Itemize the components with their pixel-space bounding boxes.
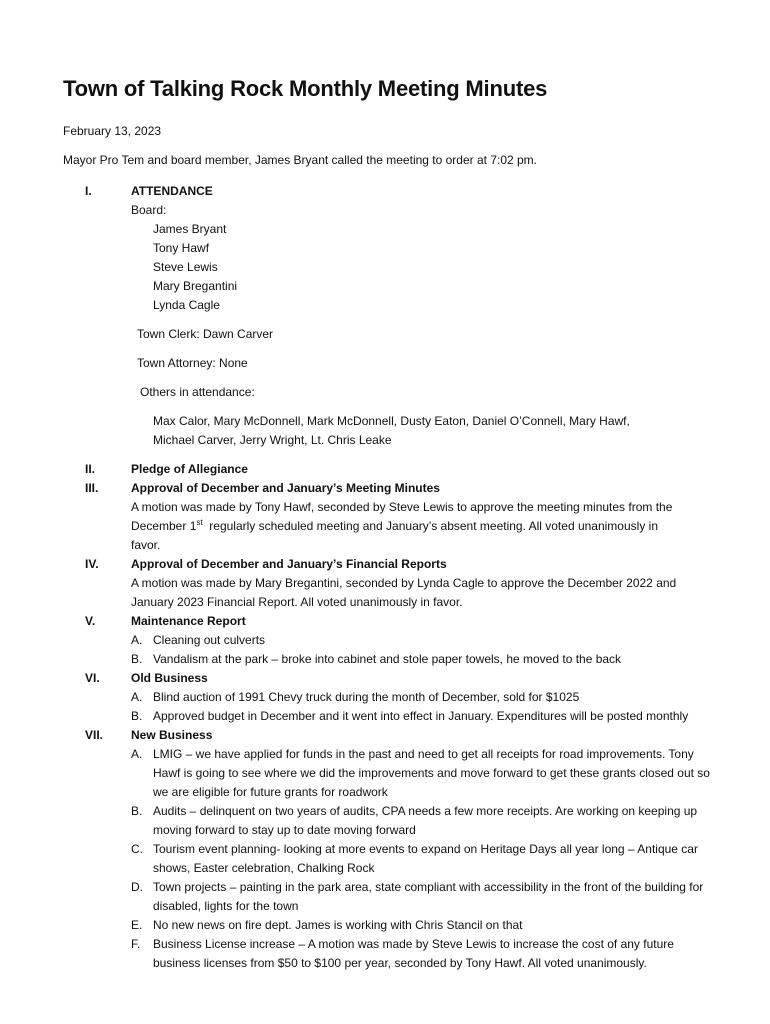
list-item <box>131 935 713 973</box>
board-member: Tony Hawf <box>153 241 210 255</box>
item-text: Vandalism at the park – broke into cabinet and stole paper towels, he moved to the back <box>153 652 622 666</box>
section-number: III. <box>85 481 99 495</box>
section-pledge <box>63 460 713 479</box>
item-letter: B. <box>131 652 143 666</box>
section-meeting-minutes <box>63 479 713 555</box>
board-member: Lynda Cagle <box>153 298 220 312</box>
item-letter: A. <box>131 690 143 704</box>
item-letter: B. <box>131 804 143 818</box>
minutes-motion-line <box>131 517 713 536</box>
list-item <box>131 916 713 935</box>
section-number: II. <box>85 462 96 476</box>
financial-motion-text: A motion was made by Mary Bregantini, seconded by Lynda Cagle to approve the December 2022 and January 2023 Financial Report. All voted unanimously in favor. <box>131 576 677 609</box>
others-list-line: Max Calor, Mary McDonnell, Mark McDonnell, Dusty Eaton, Daniel O’Connell, Mary Hawf, <box>153 414 630 428</box>
section-new-business <box>63 726 713 973</box>
item-text: No new news on fire dept. James is working with Chris Stancil on that <box>153 918 523 932</box>
list-item <box>131 688 713 707</box>
item-letter: E. <box>131 918 143 932</box>
section-number: V. <box>85 614 96 628</box>
list-item <box>131 745 713 802</box>
list-item <box>131 840 713 878</box>
minutes-motion-line: A motion was made by Tony Hawf, seconded by Steve Lewis to approve the meeting minutes from the <box>131 500 673 514</box>
list-item <box>131 650 713 669</box>
section-heading: New Business <box>131 728 213 742</box>
town-clerk: Town Clerk: Dawn Carver <box>137 327 274 341</box>
minutes-date-text: December 1 <box>131 519 197 533</box>
section-heading: Approval of December and January’s Financial Reports <box>131 557 447 571</box>
item-text: Audits – delinquent on two years of audits, CPA needs a few more receipts. Are working on keeping up moving forward to stay up to date moving forward <box>153 804 698 837</box>
board-member: Steve Lewis <box>153 260 218 274</box>
list-item <box>131 631 713 650</box>
section-heading: ATTENDANCE <box>131 184 213 198</box>
section-heading: Approval of December and January’s Meeting Minutes <box>131 481 440 495</box>
item-text: Tourism event planning- looking at more events to expand on Heritage Days all year long – Antique car shows, Easter celebration, Chalking Rock <box>153 842 698 875</box>
section-number: VII. <box>85 728 104 742</box>
item-letter: A. <box>131 747 143 761</box>
section-heading: Pledge of Allegiance <box>131 462 248 476</box>
section-attendance <box>63 182 713 450</box>
town-attorney: Town Attorney: None <box>137 356 248 370</box>
item-text: Business License increase – A motion was made by Steve Lewis to increase the cost of any future business licenses from $50 to $100 per year, seconded by Tony Hawf. All voted unanimously. <box>153 937 674 970</box>
intro-paragraph: Mayor Pro Tem and board member, James Bryant called the meeting to order at 7:02 pm. <box>63 153 538 167</box>
section-old-business <box>63 669 713 726</box>
section-number: I. <box>85 184 92 198</box>
new-business-list <box>131 745 713 973</box>
item-text: Cleaning out culverts <box>153 633 266 647</box>
maintenance-list <box>131 631 713 669</box>
others-label: Others in attendance: <box>140 385 255 399</box>
document-title: Town of Talking Rock Monthly Meeting Minutes <box>63 76 548 101</box>
item-text: Blind auction of 1991 Chevy truck during the month of December, sold for $1025 <box>153 690 580 704</box>
item-letter: D. <box>131 880 143 894</box>
list-item <box>131 878 713 916</box>
item-letter: B. <box>131 709 143 723</box>
item-letter: A. <box>131 633 143 647</box>
item-letter: C. <box>131 842 143 856</box>
section-maintenance-report <box>63 612 713 669</box>
section-number: IV. <box>85 557 99 571</box>
item-text: Town projects – painting in the park area, state compliant with accessibility in the front of the building for disabled, lights for the town <box>153 880 704 913</box>
item-text: LMIG – we have applied for funds in the past and need to get all receipts for road improvements. Tony Hawf is going to see where we did the improvements and move forward to get these grants closed out so we are eligible for future grants for roadwork <box>153 747 710 799</box>
item-letter: F. <box>131 937 141 951</box>
board-label: Board: <box>131 203 167 217</box>
minutes-motion-line: favor. <box>131 538 161 552</box>
section-number: VI. <box>85 671 100 685</box>
board-member: Mary Bregantini <box>153 279 238 293</box>
meeting-date: February 13, 2023 <box>63 124 162 138</box>
item-text: Approved budget in December and it went into effect in January. Expenditures will be posted monthly <box>153 709 689 723</box>
ordinal-suffix: st <box>196 518 203 527</box>
minutes-motion-text: regularly scheduled meeting and January’s absent meeting. All voted unanimously in <box>202 519 658 533</box>
others-list-line: Michael Carver, Jerry Wright, Lt. Chris Leake <box>153 433 392 447</box>
section-heading: Old Business <box>131 671 208 685</box>
list-item <box>131 707 713 726</box>
section-financial-reports <box>63 555 713 612</box>
board-member: James Bryant <box>153 222 227 236</box>
section-heading: Maintenance Report <box>131 614 246 628</box>
agenda-sections <box>63 182 713 973</box>
old-business-list <box>131 688 713 726</box>
list-item <box>131 802 713 840</box>
